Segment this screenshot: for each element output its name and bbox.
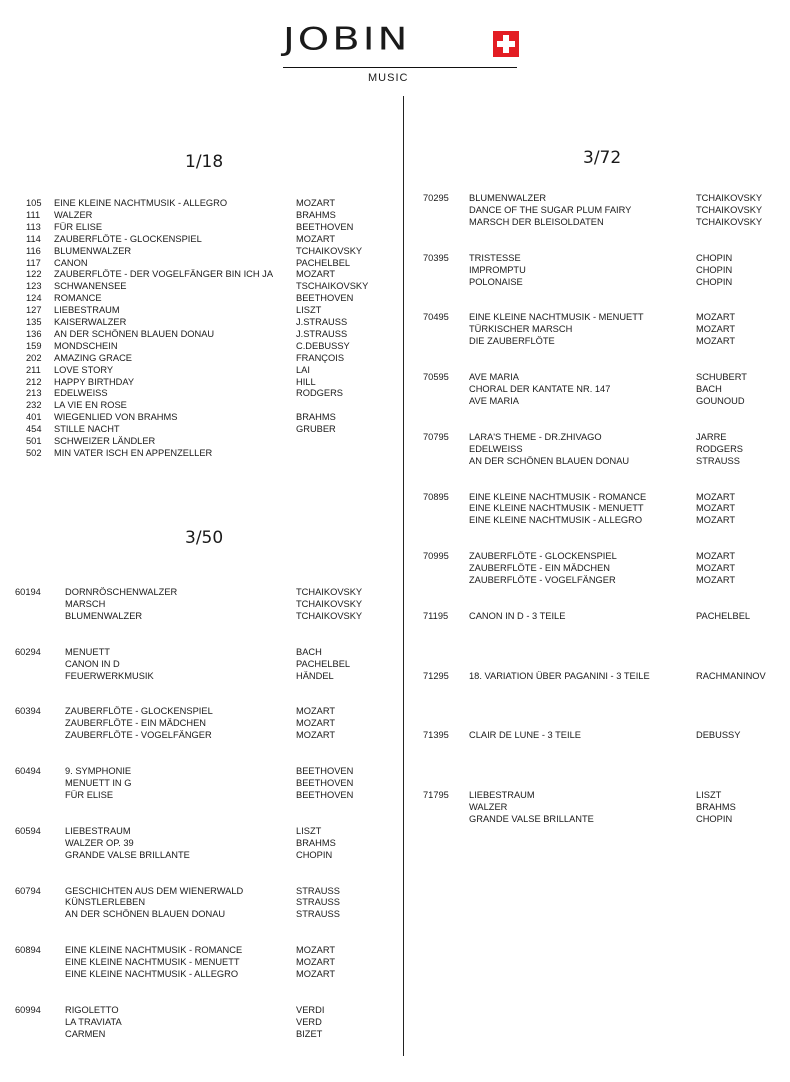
item-number: 502	[26, 448, 42, 458]
item-title: GRANDE VALSE BRILLANTE	[469, 814, 594, 824]
item-composer: MOZART	[296, 718, 336, 728]
item-composer: CHOPIN	[696, 814, 733, 824]
item-title: ZAUBERFLÖTE - GLOCKENSPIEL	[54, 234, 202, 244]
item-title: KÜNSTLERLEBEN	[65, 897, 146, 907]
item-number: 71795	[423, 790, 449, 800]
item-number: 60994	[15, 1005, 41, 1015]
item-title: DANCE OF THE SUGAR PLUM FAIRY	[469, 205, 632, 215]
item-composer: TCHAIKOVSKY	[296, 611, 363, 621]
item-title: TRISTESSE	[469, 253, 521, 263]
item-title: BLUMENWALZER	[469, 193, 547, 203]
item-composer: MOZART	[296, 234, 336, 244]
item-composer: MOZART	[296, 198, 336, 208]
item-number: 60894	[15, 945, 41, 955]
item-title: STILLE NACHT	[54, 424, 120, 434]
item-number: 212	[26, 377, 42, 387]
item-title: EINE KLEINE NACHTMUSIK - ALLEGRO	[54, 198, 228, 208]
item-composer: TCHAIKOVSKY	[296, 246, 363, 256]
item-title: EINE KLEINE NACHTMUSIK - ALLEGRO	[65, 969, 239, 979]
section-title-3-72: 3/72	[583, 148, 622, 168]
item-composer: LISZT	[696, 790, 722, 800]
item-number: 70895	[423, 492, 449, 502]
item-title: CANON	[54, 258, 88, 268]
item-title: KAISERWALZER	[54, 317, 127, 327]
item-title: DIE ZAUBERFLÖTE	[469, 336, 555, 346]
item-composer: J.STRAUSS	[296, 329, 348, 339]
item-composer: MOZART	[696, 324, 736, 334]
item-composer: STRAUSS	[696, 456, 740, 466]
item-composer: VERD	[296, 1017, 322, 1027]
item-title: SCHWANENSEE	[54, 281, 127, 291]
item-composer: VERDI	[296, 1005, 325, 1015]
item-title: LOVE STORY	[54, 365, 114, 375]
item-title: CHORAL DER KANTATE NR. 147	[469, 384, 611, 394]
item-title: ROMANCE	[54, 293, 102, 303]
item-composer: MOZART	[696, 575, 736, 585]
item-number: 60794	[15, 886, 41, 896]
item-composer: BRAHMS	[296, 838, 336, 848]
item-composer: J.STRAUSS	[296, 317, 348, 327]
item-composer: STRAUSS	[296, 897, 340, 907]
item-number: 211	[26, 365, 41, 375]
item-title: MARSCH	[65, 599, 106, 609]
item-composer: CHOPIN	[696, 253, 733, 263]
item-composer: TCHAIKOVSKY	[696, 205, 763, 215]
item-title: GESCHICHTEN AUS DEM WIENERWALD	[65, 886, 244, 896]
item-title: LA TRAVIATA	[65, 1017, 122, 1027]
item-composer: BEETHOVEN	[296, 222, 354, 232]
item-title: BLUMENWALZER	[65, 611, 143, 621]
item-title: ZAUBERFLÖTE - EIN MÄDCHEN	[65, 718, 207, 728]
item-title: 9. SYMPHONIE	[65, 766, 132, 776]
item-title: EINE KLEINE NACHTMUSIK - ROMANCE	[65, 945, 243, 955]
item-title: GRANDE VALSE BRILLANTE	[65, 850, 190, 860]
item-number: 70395	[423, 253, 449, 263]
item-number: 202	[26, 353, 42, 363]
item-title: CANON IN D	[65, 659, 120, 669]
item-composer: GRUBER	[296, 424, 336, 434]
item-number: 70295	[423, 193, 449, 203]
item-title: ZAUBERFLÖTE - EIN MÄDCHEN	[469, 563, 611, 573]
item-composer: MOZART	[296, 957, 336, 967]
item-number: 71295	[423, 671, 449, 681]
item-number: 71195	[423, 611, 449, 621]
item-composer: TCHAIKOVSKY	[696, 217, 763, 227]
item-composer: MOZART	[696, 551, 736, 561]
logo-subtitle: MUSIC	[368, 72, 409, 84]
item-composer: MOZART	[696, 312, 736, 322]
section-title-3-50: 3/50	[185, 528, 224, 548]
item-title: IMPROMPTU	[469, 265, 526, 275]
item-composer: JARRE	[696, 432, 727, 442]
item-title: CARMEN	[65, 1029, 106, 1039]
item-composer: RODGERS	[296, 388, 344, 398]
item-title: WIEGENLIED VON BRAHMS	[54, 412, 178, 422]
item-title: BLUMENWALZER	[54, 246, 132, 256]
item-title: ZAUBERFLÖTE - VOGELFÄNGER	[65, 730, 212, 740]
item-composer: MOZART	[696, 515, 736, 525]
item-number: 136	[26, 329, 42, 339]
item-number: 60594	[15, 826, 41, 836]
item-composer: MOZART	[696, 563, 736, 573]
brand-logo	[283, 21, 519, 60]
item-composer: BRAHMS	[296, 412, 336, 422]
item-composer: BEETHOVEN	[296, 790, 354, 800]
item-number: 70795	[423, 432, 449, 442]
item-title: LA VIE EN ROSE	[54, 400, 127, 410]
item-title: MONDSCHEIN	[54, 341, 118, 351]
item-composer: CHOPIN	[696, 265, 733, 275]
item-title: MENUETT IN G	[65, 778, 132, 788]
item-composer: TCHAIKOVSKY	[296, 599, 363, 609]
item-title: MIN VATER ISCH EN APPENZELLER	[54, 448, 213, 458]
item-title: EINE KLEINE NACHTMUSIK - MENUETT	[469, 503, 644, 513]
item-number: 60394	[15, 706, 41, 716]
item-number: 60294	[15, 647, 41, 657]
item-composer: BIZET	[296, 1029, 323, 1039]
item-title: FÜR ELISE	[54, 222, 103, 232]
item-composer: BRAHMS	[296, 210, 336, 220]
item-number: 60494	[15, 766, 41, 776]
item-composer: LAI	[296, 365, 310, 375]
item-title: CANON IN D - 3 TEILE	[469, 611, 566, 621]
item-number: 116	[26, 246, 41, 256]
item-number: 113	[26, 222, 41, 232]
item-title: DORNRÖSCHENWALZER	[65, 587, 178, 597]
item-title: LIEBESTRAUM	[65, 826, 131, 836]
item-title: AVE MARIA	[469, 372, 519, 382]
item-number: 111	[26, 210, 41, 220]
item-title: ZAUBERFLÖTE - VOGELFÄNGER	[469, 575, 616, 585]
item-composer: PACHELBEL	[696, 611, 751, 621]
item-title: FÜR ELISE	[65, 790, 114, 800]
item-title: EDELWEISS	[469, 444, 523, 454]
item-title: HAPPY BIRTHDAY	[54, 377, 135, 387]
item-number: 60194	[15, 587, 41, 597]
item-number: 159	[26, 341, 42, 351]
item-title: EINE KLEINE NACHTMUSIK - MENUETT	[469, 312, 644, 322]
item-number: 71395	[423, 730, 449, 740]
item-number: 70995	[423, 551, 449, 561]
item-composer: MOZART	[696, 492, 736, 502]
item-title: 18. VARIATION ÜBER PAGANINI - 3 TEILE	[469, 671, 650, 681]
item-composer: GOUNOUD	[696, 396, 745, 406]
column-divider	[403, 96, 404, 1056]
item-number: 124	[26, 293, 42, 303]
item-composer: HILL	[296, 377, 316, 387]
item-composer: STRAUSS	[296, 886, 340, 896]
item-composer: BACH	[696, 384, 722, 394]
item-composer: BRAHMS	[696, 802, 736, 812]
item-composer: HÄNDEL	[296, 671, 334, 681]
item-composer: CHOPIN	[296, 850, 333, 860]
item-composer: TSCHAIKOVSKY	[296, 281, 369, 291]
item-composer: SCHUBERT	[696, 372, 747, 382]
item-composer: MOZART	[296, 706, 336, 716]
item-composer: PACHELBEL	[296, 659, 351, 669]
item-title: CLAIR DE LUNE - 3 TEILE	[469, 730, 581, 740]
item-title: ZAUBERFLÖTE - DER VOGELFÄNGER BIN ICH JA	[54, 269, 274, 279]
item-number: 127	[26, 305, 42, 315]
item-title: EINE KLEINE NACHTMUSIK - ROMANCE	[469, 492, 647, 502]
item-composer: RACHMANINOV	[696, 671, 766, 681]
item-composer: PACHELBEL	[296, 258, 351, 268]
item-title: EINE KLEINE NACHTMUSIK - ALLEGRO	[469, 515, 643, 525]
item-number: 70595	[423, 372, 449, 382]
item-number: 70495	[423, 312, 449, 322]
item-title: ZAUBERFLÖTE - GLOCKENSPIEL	[65, 706, 213, 716]
item-title: FEUERWERKMUSIK	[65, 671, 154, 681]
item-composer: RODGERS	[696, 444, 744, 454]
item-title: LIEBESTRAUM	[469, 790, 535, 800]
item-composer: MOZART	[696, 503, 736, 513]
item-composer: MOZART	[696, 336, 736, 346]
item-composer: LISZT	[296, 826, 322, 836]
item-composer: FRANÇOIS	[296, 353, 345, 363]
item-composer: STRAUSS	[296, 909, 340, 919]
item-title: ZAUBERFLÖTE - GLOCKENSPIEL	[469, 551, 617, 561]
item-composer: TCHAIKOVSKY	[296, 587, 363, 597]
item-composer: TCHAIKOVSKY	[696, 193, 763, 203]
item-title: WALZER	[469, 802, 508, 812]
section-title-1-18: 1/18	[185, 152, 224, 172]
item-number: 401	[26, 412, 42, 422]
item-number: 117	[26, 258, 41, 268]
item-title: POLONAISE	[469, 277, 523, 287]
item-composer: CHOPIN	[696, 277, 733, 287]
item-number: 123	[26, 281, 42, 291]
item-composer: DEBUSSY	[696, 730, 741, 740]
item-title: MARSCH DER BLEISOLDATEN	[469, 217, 604, 227]
item-title: WALZER	[54, 210, 93, 220]
item-title: AN DER SCHÖNEN BLAUEN DONAU	[54, 329, 215, 339]
item-composer: LISZT	[296, 305, 322, 315]
item-composer: BEETHOVEN	[296, 766, 354, 776]
item-number: 501	[26, 436, 42, 446]
item-composer: MOZART	[296, 269, 336, 279]
item-title: EINE KLEINE NACHTMUSIK - MENUETT	[65, 957, 240, 967]
item-number: 122	[26, 269, 42, 279]
item-composer: BEETHOVEN	[296, 293, 354, 303]
item-number: 213	[26, 388, 42, 398]
item-title: AN DER SCHÖNEN BLAUEN DONAU	[65, 909, 226, 919]
item-title: RIGOLETTO	[65, 1005, 119, 1015]
item-number: 454	[26, 424, 42, 434]
item-composer: BEETHOVEN	[296, 778, 354, 788]
item-number: 135	[26, 317, 42, 327]
item-number: 114	[26, 234, 41, 244]
item-title: MENUETT	[65, 647, 110, 657]
item-composer: MOZART	[296, 969, 336, 979]
item-number: 105	[26, 198, 42, 208]
item-title: AMAZING GRACE	[54, 353, 132, 363]
item-composer: MOZART	[296, 730, 336, 740]
item-number: 232	[26, 400, 42, 410]
item-title: AVE MARIA	[469, 396, 519, 406]
logo-underline	[283, 67, 517, 68]
item-title: LARA'S THEME - DR.ZHIVAGO	[469, 432, 602, 442]
item-title: EDELWEISS	[54, 388, 108, 398]
item-title: LIEBESTRAUM	[54, 305, 120, 315]
item-title: SCHWEIZER LÄNDLER	[54, 436, 156, 446]
item-title: TÜRKISCHER MARSCH	[469, 324, 573, 334]
item-title: AN DER SCHÖNEN BLAUEN DONAU	[469, 456, 630, 466]
item-title: WALZER OP. 39	[65, 838, 134, 848]
item-composer: C.DEBUSSY	[296, 341, 350, 351]
logo-wordmark: JOBIN	[283, 21, 411, 58]
item-composer: MOZART	[296, 945, 336, 955]
swiss-cross-icon	[493, 31, 519, 57]
item-composer: BACH	[296, 647, 322, 657]
